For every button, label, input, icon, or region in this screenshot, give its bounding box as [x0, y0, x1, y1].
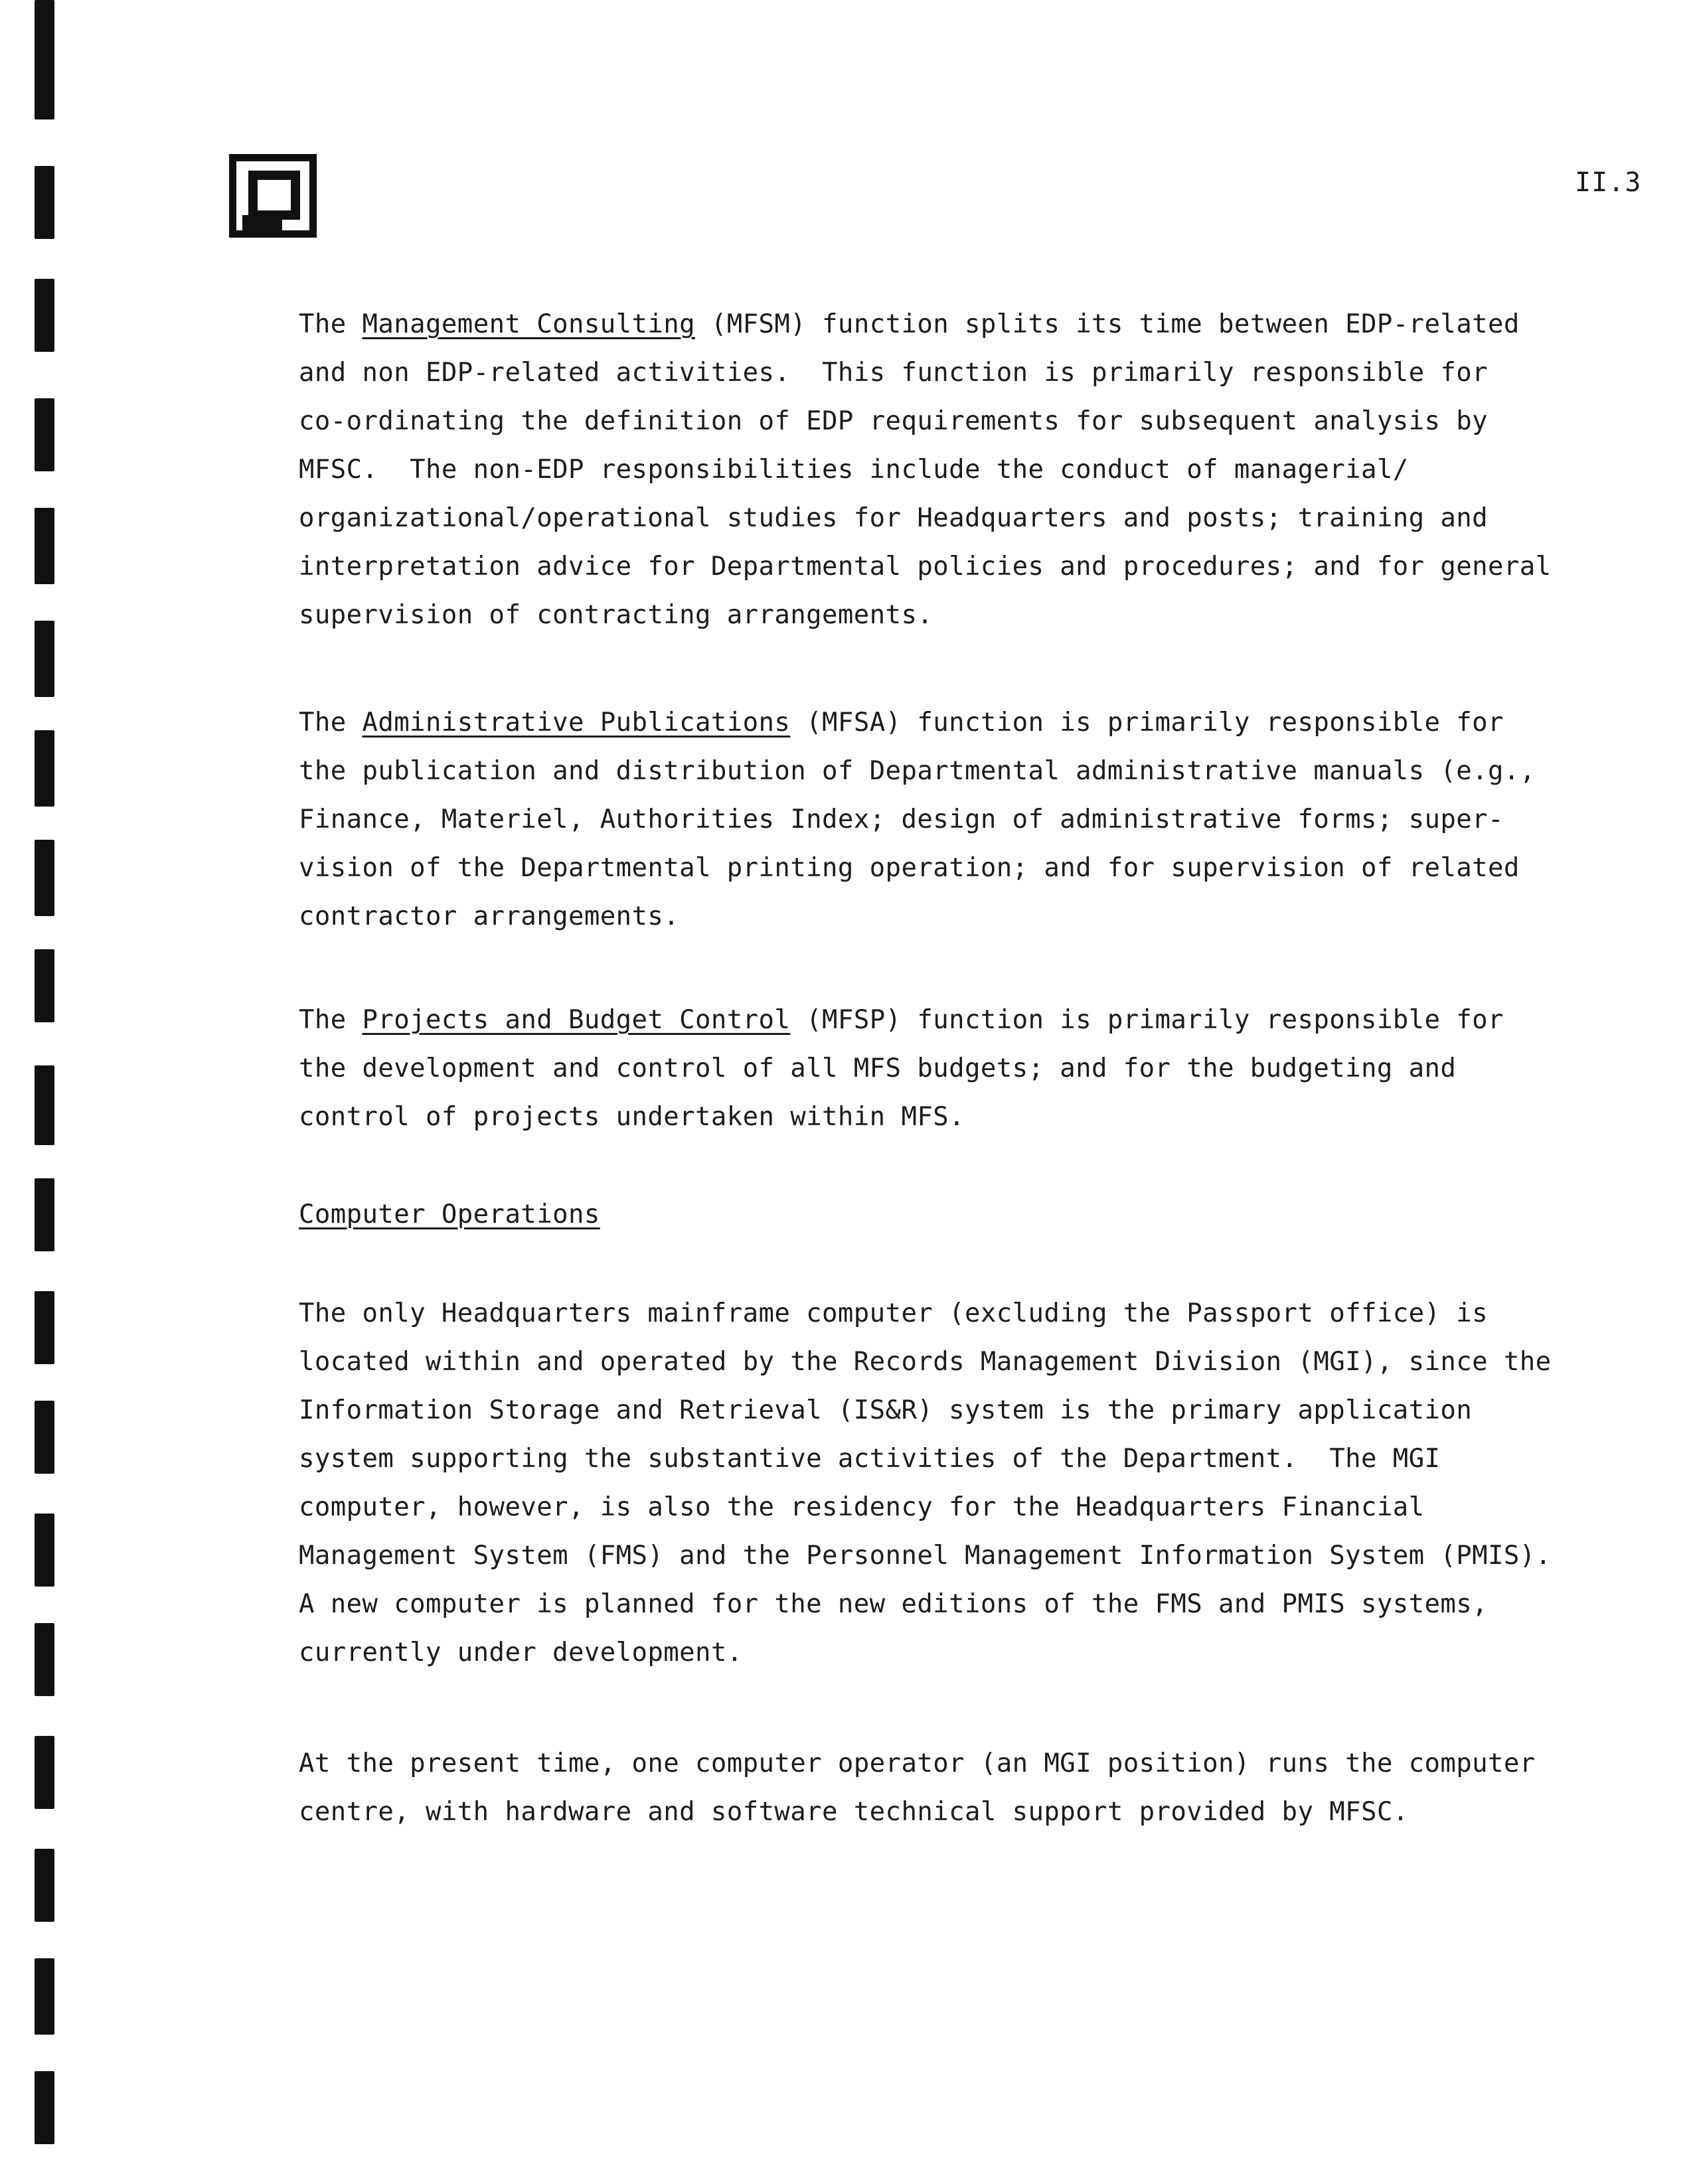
text-line: and non EDP-related activities. This function is primarily responsible for — [299, 358, 1488, 388]
binder-mark — [35, 949, 54, 1022]
text-line: A new computer is planned for the new editions of the FMS and PMIS systems, — [299, 1589, 1488, 1619]
paragraph-administrative-publications — [299, 698, 1633, 941]
text-line: The Projects and Budget Control (MFSP) function is primarily responsible for — [299, 1005, 1504, 1035]
binder-mark — [35, 730, 54, 807]
text-line: The only Headquarters mainframe computer (excluding the Passport office) is — [299, 1298, 1488, 1328]
binder-mark — [35, 166, 54, 239]
function-term: Projects and Budget Control — [362, 1005, 791, 1035]
function-term: Management Consulting — [362, 309, 696, 339]
text-line: The Administrative Publications (MFSA) function is primarily responsible for — [299, 708, 1504, 738]
text-line: Information Storage and Retrieval (IS&R) system is the primary application — [299, 1395, 1473, 1425]
paragraph-computer-operations — [299, 1289, 1633, 1677]
text-line: system supporting the substantive activities of the Department. The MGI — [299, 1444, 1441, 1474]
page-number: II.3 — [1575, 167, 1642, 198]
binder-mark — [35, 840, 54, 916]
binder-mark — [35, 1401, 54, 1474]
text-line: Finance, Materiel, Authorities Index; design of administrative forms; super- — [299, 805, 1504, 834]
text-line: The Management Consulting (MFSM) function splits its time between EDP-related — [299, 309, 1520, 339]
text-line: control of projects undertaken within MFS. — [299, 1102, 965, 1132]
binder-mark — [35, 279, 54, 352]
text-line: the publication and distribution of Departmental administrative manuals (e.g., — [299, 756, 1536, 786]
text-line: MFSC. The non-EDP responsibilities include the conduct of managerial/ — [299, 455, 1409, 485]
text-line: currently under development. — [299, 1638, 743, 1668]
text-line: Management System (FMS) and the Personnel Management Information System (PMIS). — [299, 1541, 1552, 1571]
paragraph-computer-operator — [299, 1739, 1633, 1836]
text-line: centre, with hardware and software technical support provided by MFSC. — [299, 1797, 1409, 1827]
binder-mark — [35, 1623, 54, 1696]
section-heading: Computer Operations — [299, 1200, 600, 1229]
paragraph-projects-budget-control — [299, 996, 1633, 1141]
text-line: contractor arrangements. — [299, 901, 680, 931]
binder-mark — [35, 2071, 54, 2144]
binder-mark — [35, 621, 54, 697]
binder-mark — [35, 0, 54, 119]
logo-icon — [229, 154, 317, 238]
binder-mark — [35, 1291, 54, 1364]
text-line: vision of the Departmental printing operation; and for supervision of related — [299, 853, 1520, 883]
binder-mark — [35, 1736, 54, 1809]
binder-mark — [35, 508, 54, 584]
binder-mark — [35, 398, 54, 471]
text-line: supervision of contracting arrangements. — [299, 600, 933, 630]
paragraph-management-consulting — [299, 300, 1633, 639]
text-line: co-ordinating the definition of EDP requirements for subsequent analysis by — [299, 406, 1488, 436]
text-line: organizational/operational studies for Headquarters and posts; training and — [299, 503, 1488, 533]
text-line: At the present time, one computer operator (an MGI position) runs the computer — [299, 1749, 1536, 1778]
text-line: the development and control of all MFS budgets; and for the budgeting and — [299, 1053, 1457, 1083]
text-line: located within and operated by the Records Management Division (MGI), since the — [299, 1347, 1552, 1377]
binder-mark — [35, 1065, 54, 1145]
binder-mark — [35, 1849, 54, 1922]
binder-mark — [35, 1178, 54, 1251]
text-line: computer, however, is also the residency for the Headquarters Financial — [299, 1492, 1425, 1522]
binder-mark — [35, 1514, 54, 1587]
function-term: Administrative Publications — [362, 708, 791, 738]
text-line: interpretation advice for Departmental policies and procedures; and for general — [299, 552, 1552, 582]
binder-mark — [35, 1958, 54, 2035]
